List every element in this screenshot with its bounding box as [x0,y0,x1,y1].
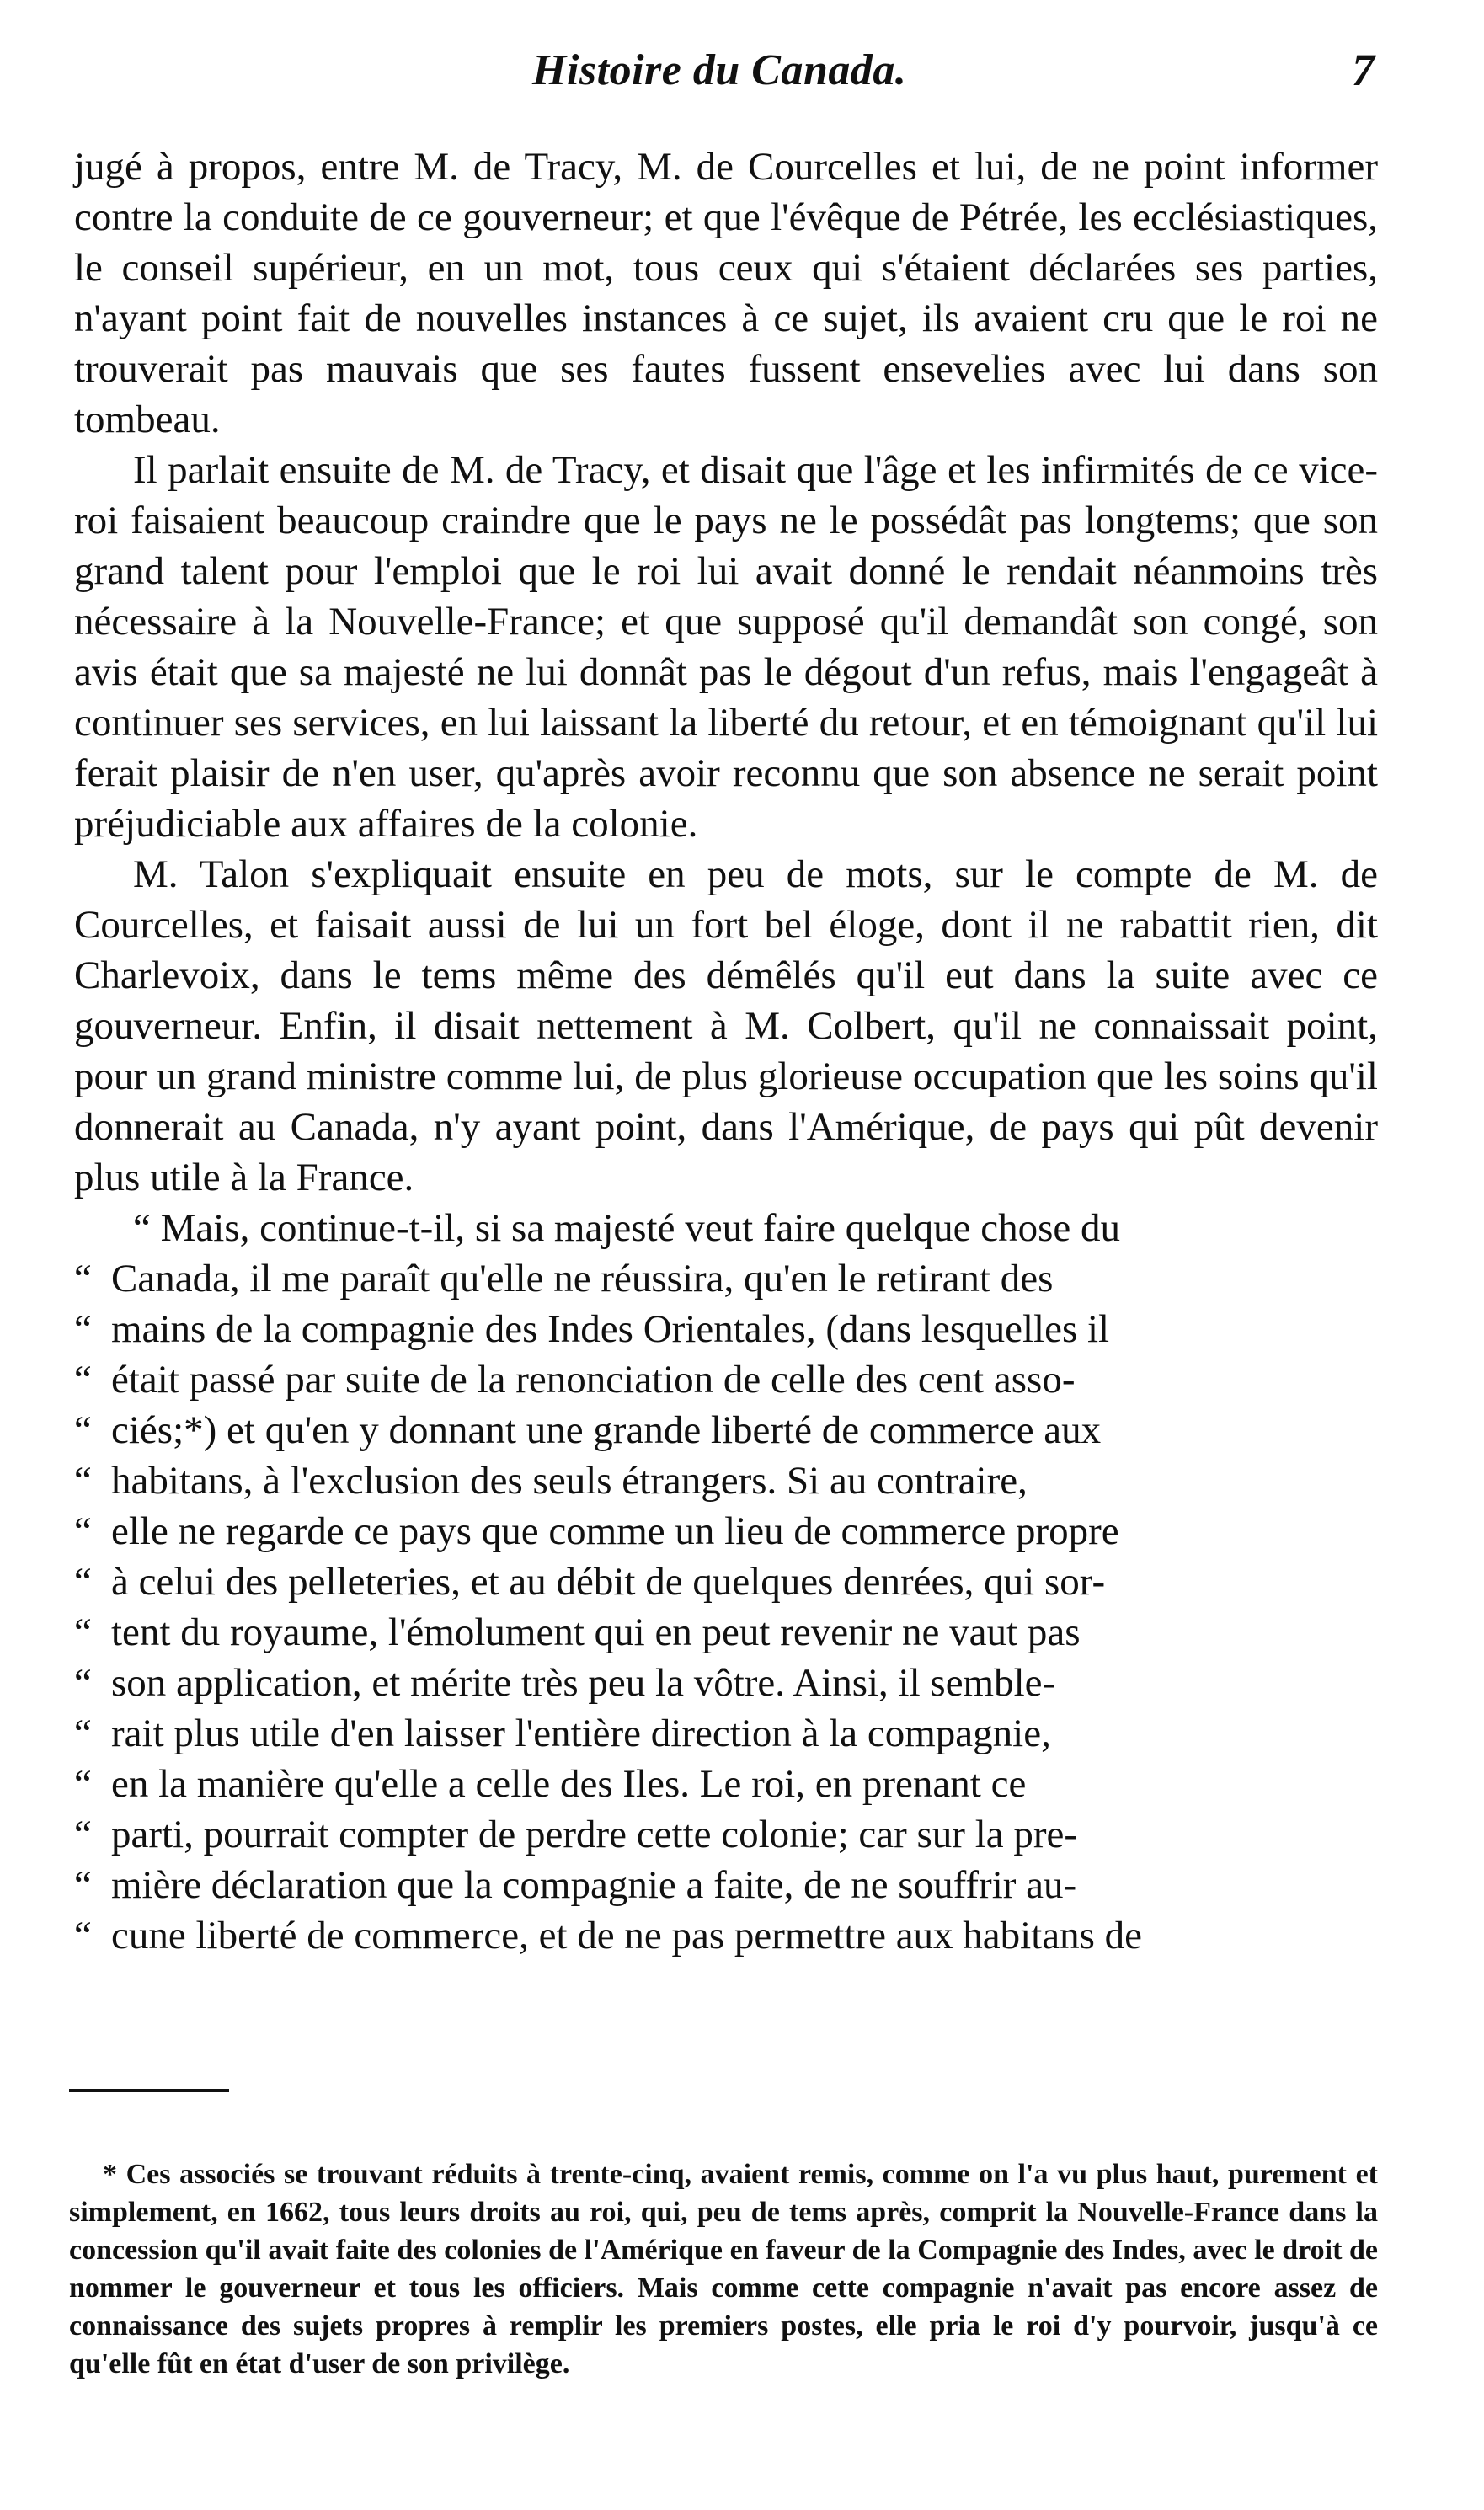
quote-line: “ son application, et mérite très peu la vôtre. Ainsi, il semble- [74,1661,1056,1705]
quote-line: “ ciés;*) et qu'en y donnant une grande liberté de commerce aux [74,1408,1102,1452]
quote-line: “ habitans, à l'exclusion des seuls étrangers. Si au contraire, [74,1459,1028,1503]
quote-line: “ elle ne regarde ce pays que comme un lieu de commerce propre [74,1509,1119,1553]
body-text [74,142,1378,1961]
footnote: * Ces associés se trouvant réduits à trente-cinq, avaient remis, comme on l'a vu plus haut, purement et simplement, en 1662, tous leurs droits au roi, qui, peu de tems après, comprit la Nouvelle-France dans la concession qu'il avait faite des colonies de l'Amérique en faveur de la Compagnie des Indes, avec le droit de nommer le gouverneur et tous les officiers. Mais comme cette compagnie n'avait pas encore assez de connaissance des sujets propres à remplir les premiers postes, elle pria le roi d'y pourvoir, jusqu'à ce qu'elle fût en état d'user de son privilège. [69,2159,1378,2379]
quote-line: “ rait plus utile d'en laisser l'entière direction à la compagnie, [74,1712,1051,1755]
paragraph-tracy: Il parlait ensuite de M. de Tracy, et disait que l'âge et les infirmités de ce vice-roi faisaient beaucoup craindre que le pays ne le possédât pas longtems; que son grand talent pour l'emploi que le roi lui avait donné le rendait néanmoins très nécessaire à la Nouvelle-France; et que supposé qu'il demandât son congé, son avis était que sa majesté ne lui donnât pas le dégout d'un refus, mais l'engageât à continuer ses services, en lui laissant la liberté du retour, et en témoignant qu'il lui ferait plaisir de n'en user, qu'après avoir reconnu que son absence ne serait point préjudiciable aux affaires de la colonie. [74,448,1378,846]
quote-line: “ à celui des pelleteries, et au débit de quelques denrées, qui sor- [74,1560,1106,1604]
running-title: Histoire du Canada. [532,46,907,94]
quote-line: “ mains de la compagnie des Indes Orientales, (dans lesquelles il [74,1307,1110,1351]
quote-line: “ cune liberté de commerce, et de ne pas permettre aux habitans de [74,1914,1143,1957]
quotation-block [74,1203,1378,1961]
quote-line: “ tent du royaume, l'émolument qui en peut revenir ne vaut pas [74,1610,1081,1654]
quote-line: “ mière déclaration que la compagnie a faite, de ne souffrir au- [74,1863,1077,1907]
paragraph-continued: jugé à propos, entre M. de Tracy, M. de Courcelles et lui, de ne point informer contre la conduite de ce gouverneur; et que l'évêque de Pétrée, les ecclésiastiques, le conseil supérieur, en un mot, tous ceux qui s'étaient déclarées ses parties, n'ayant point fait de nouvelles instances à ce sujet, ils avaient cru que le roi ne trouverait pas mauvais que ses fautes fussent ensevelies avec lui dans son tombeau. [74,145,1378,441]
page-number: 7 [1352,45,1375,95]
quote-line: “ était passé par suite de la renonciation de celle des cent asso- [74,1358,1076,1402]
quote-line: “ Canada, il me paraît qu'elle ne réussira, qu'en le retirant des [74,1257,1054,1300]
paragraph-talon: M. Talon s'expliquait ensuite en peu de mots, sur le compte de M. de Courcelles, et faisait aussi de lui un fort bel éloge, dont il ne rabattit rien, dit Charlevoix, dans le tems même des démêlés qu'il eut dans la suite avec ce gouverneur. Enfin, il disait nettement à M. Colbert, qu'il ne connaissait point, pour un grand ministre comme lui, de plus glorieuse occupation que les soins qu'il donnerait au Canada, n'y ayant point, dans l'Amérique, de pays qui pût devenir plus utile à la France. [74,852,1378,1199]
quote-line: “ en la manière qu'elle a celle des Iles. Le roi, en prenant ce [74,1762,1027,1806]
quote-line: “ parti, pourrait compter de perdre cette colonie; car sur la pre- [74,1813,1078,1856]
quote-line: “ Mais, continue-t-il, si sa majesté veut faire quelque chose du [133,1206,1121,1250]
running-head [61,40,1375,108]
footnote-divider [69,2089,229,2092]
